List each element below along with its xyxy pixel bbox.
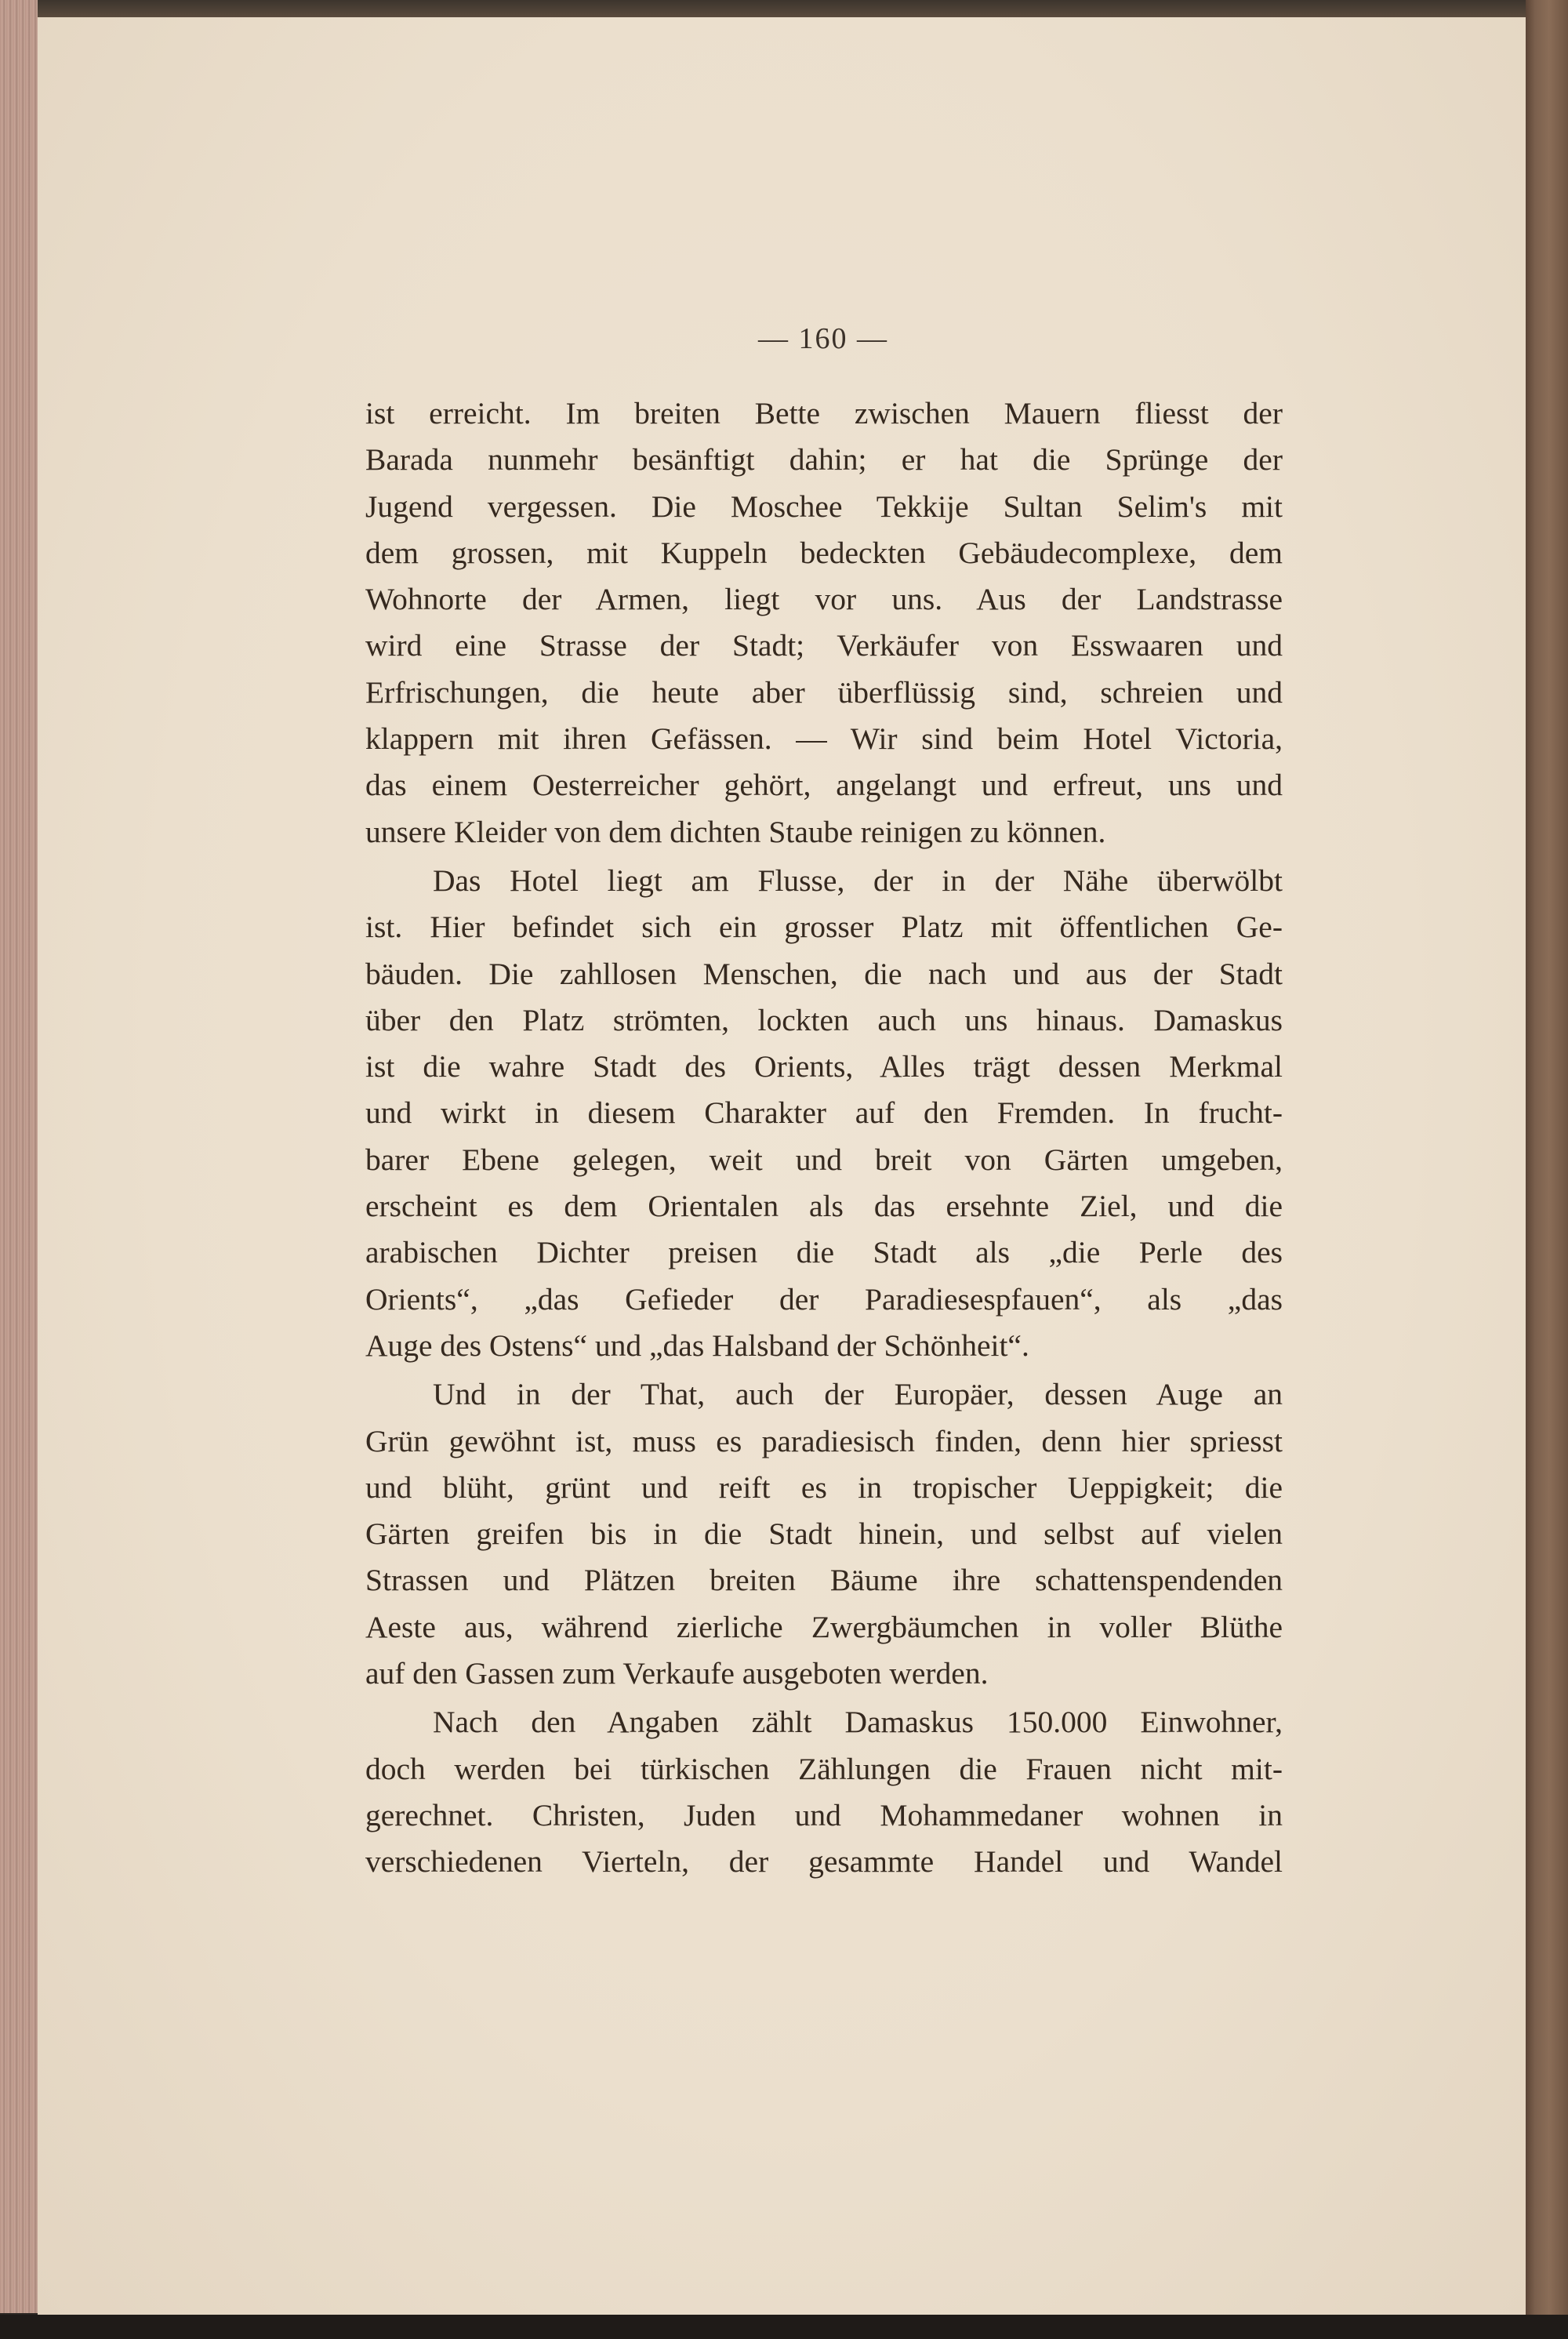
text-line: Orients“, „das Gefieder der Paradiesespfauen“, als „das [365,1281,1283,1317]
text-line: Erfrischungen, die heute aber überflüssig sind, schreien und [365,674,1283,710]
text-line: wird eine Strasse der Stadt; Verkäufer von Esswaaren und [365,628,1283,663]
text-line: klappern mit ihren Gefässen. — Wir sind beim Hotel Victoria, [365,721,1283,757]
text-line: das einem Oesterreicher gehört, angelangt und erfreut, uns und [365,768,1283,803]
text-line: gerechnet. Christen, Juden und Mohammedaner wohnen in [365,1797,1283,1832]
text-line: Barada nunmehr besänftigt dahin; er hat die Sprünge der [365,442,1283,478]
text-line: und blüht, grünt und reift es in tropischer Ueppigkeit; die [365,1469,1283,1505]
text-line: Gärten greifen bis in die Stadt hinein, und selbst auf vielen [365,1516,1283,1552]
text-line: ist die wahre Stadt des Orients, Alles trägt dessen Merkmal [365,1049,1283,1084]
text-line: barer Ebene gelegen, weit und breit von Gärten umgeben, [365,1142,1283,1177]
paragraph-first-line: Das Hotel liegt am Flusse, der in der Nähe überwölbt [433,863,1283,898]
text-line: über den Platz strömten, lockten auch uns hinaus. Damaskus [365,1002,1283,1037]
text-line: unsere Kleider von dem dichten Staube reinigen zu können. [365,814,1106,849]
text-line: Auge des Ostens“ und „das Halsband der Schönheit“. [365,1327,1029,1363]
scan-top-edge [0,0,1568,17]
text-line: Jugend vergessen. Die Moschee Tekkije Sultan Selim's mit [365,489,1283,524]
text-line: auf den Gassen zum Verkaufe ausgeboten werden. [365,1656,989,1691]
text-line: dem grossen, mit Kuppeln bedeckten Gebäudecomplexe, dem [365,535,1283,570]
text-line: doch werden bei türkischen Zählungen die Frauen nicht mit- [365,1751,1283,1786]
text-line: Strassen und Plätzen breiten Bäume ihre schattenspendenden [365,1563,1283,1598]
text-line: Aeste aus, während zierliche Zwergbäumchen in voller Blüthe [365,1609,1283,1644]
text-line: Wohnorte der Armen, liegt vor uns. Aus der Landstrasse [365,582,1283,617]
text-line: und wirkt in diesem Charakter auf den Fremden. In frucht- [365,1095,1283,1131]
text-line: verschiedenen Vierteln, der gesammte Handel und Wandel [365,1844,1283,1880]
text-line: Grün gewöhnt ist, muss es paradiesisch finden, denn hier spriesst [365,1423,1283,1458]
text-line: ist erreicht. Im breiten Bette zwischen Mauern fliesst der [365,396,1283,430]
text-line: ist. Hier befindet sich ein grosser Platz mit öffentlichen Ge- [365,910,1283,945]
scan-bottom-edge [0,2315,1568,2339]
page-number: — 160 — [758,322,888,355]
paragraph-first-line: Und in der That, auch der Europäer, dessen Auge an [433,1377,1283,1412]
text-line: erscheint es dem Orientalen als das ersehnte Ziel, und die [365,1189,1283,1224]
text-line: bäuden. Die zahllosen Menschen, die nach und aus der Stadt [365,956,1283,991]
text-line: arabischen Dichter preisen die Stadt als „die Perle des [365,1235,1283,1270]
paragraph-first-line: Nach den Angaben zählt Damaskus 150.000 Einwohner, [433,1705,1283,1740]
body-text [365,390,1283,1886]
